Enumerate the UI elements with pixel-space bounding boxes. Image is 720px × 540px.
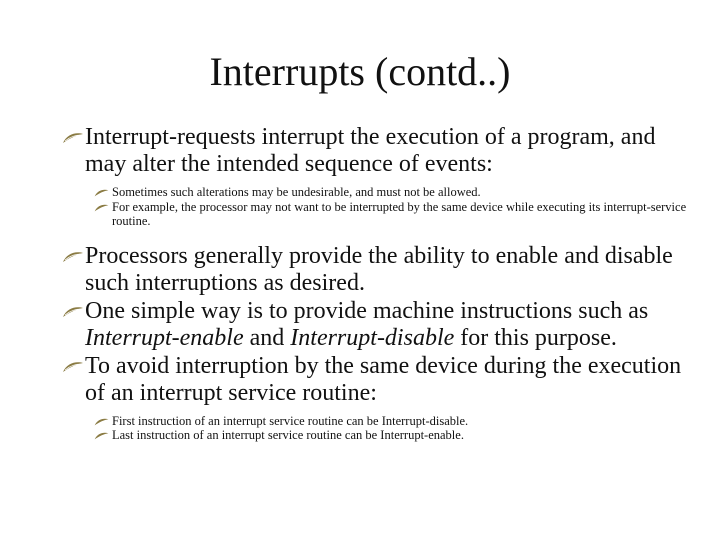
leaf-bullet-icon (62, 353, 82, 374)
leaf-bullet-icon (94, 200, 114, 213)
leaf-bullet-icon (94, 428, 114, 441)
sub-bullet-item (62, 428, 702, 443)
leaf-bullet-icon (94, 185, 114, 198)
slide-content (62, 124, 702, 457)
bullet-text: Interrupt-requests interrupt the execution of a program, and may alter the intended sequence of events: (85, 124, 656, 177)
sub-bullet-text: For example, the processor may not want to be interrupted by the same device while executing its interrupt-service routine. (112, 199, 687, 228)
sub-bullet-list (62, 185, 702, 229)
leaf-bullet-icon (62, 124, 82, 145)
bullet-item (62, 353, 702, 407)
bullet-item (62, 298, 702, 352)
interrupt-disable-term: Interrupt-disable (290, 324, 455, 351)
sub-bullet-text: Last instruction of an interrupt service routine can be Interrupt-enable. (112, 428, 464, 442)
interrupt-enable-term: Interrupt-enable (85, 324, 244, 351)
bullet-text-part: for this purpose. (454, 324, 617, 351)
slide-title: Interrupts (contd..) (209, 49, 511, 94)
leaf-bullet-icon (94, 414, 114, 427)
bullet-text-part: One simple way is to provide machine instructions such as (85, 297, 649, 324)
leaf-bullet-icon (62, 298, 82, 319)
sub-bullet-text: First instruction of an interrupt service routine can be Interrupt-disable. (112, 413, 469, 428)
bullet-item (62, 243, 702, 297)
leaf-bullet-icon (62, 243, 82, 264)
bullet-text: Processors generally provide the ability to enable and disable such interruptions as desired. (85, 242, 673, 296)
bullet-text: To avoid interruption by the same device during the execution of an interrupt service routine: (85, 352, 682, 406)
sub-bullet-item (62, 200, 702, 229)
sub-bullet-text: Sometimes such alterations may be undesirable, and must not be allowed. (112, 185, 481, 199)
sub-bullet-item (62, 414, 702, 429)
sub-bullet-list (62, 414, 702, 443)
bullet-item (62, 124, 702, 178)
bullet-text-part: and (243, 324, 291, 351)
sub-bullet-item (62, 185, 702, 200)
